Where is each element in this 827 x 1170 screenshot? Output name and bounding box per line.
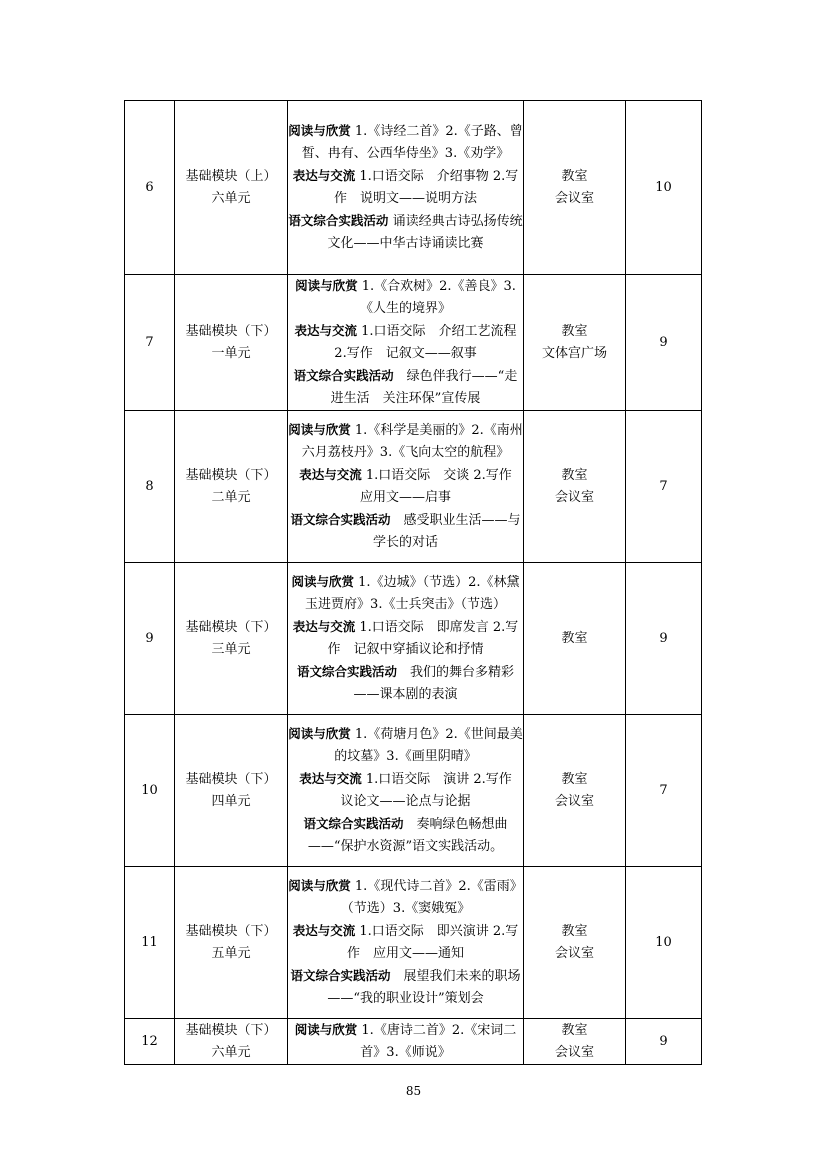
module-name: 基础模块（下） [185,323,277,339]
content-item-activity [288,509,523,554]
content-item-reading [288,723,523,768]
content-item-activity [288,210,523,255]
place-cell [524,411,626,563]
content-item-expression [288,768,523,813]
content-label: 表达与交流 [292,619,356,634]
table-row [125,715,702,867]
content-cell [288,867,524,1019]
content-label: 语文综合实践活动 [290,968,391,983]
content-text: 展望我们未来的职场——“我的职业设计”策划会 [327,969,521,1006]
content-label: 语文综合实践活动 [303,816,404,831]
place-name: 教室 [561,323,588,339]
content-text: 1.《科学是美丽的》2.《南州六月荔枝丹》3.《飞向太空的航程》 [301,423,523,460]
content-label: 阅读与欣赏 [288,878,351,893]
unit-name: 六单元 [211,190,251,206]
content-cell [288,715,524,867]
module-cell [175,1019,288,1065]
content-text: 1.《荷塘月色》2.《世间最美的坟墓》3.《画里阴晴》 [334,727,523,764]
place-cell [524,715,626,867]
unit-name: 六单元 [211,1044,251,1060]
content-item-expression [288,165,523,210]
place-cell [524,275,626,411]
content-label: 阅读与欣赏 [288,123,351,138]
content-label: 阅读与欣赏 [291,574,355,589]
content-text: 1.口语交际 交谈 2.写作 应用文——启事 [359,468,525,505]
unit-number: 7 [125,275,175,411]
content-text: 1.口语交际 演讲 2.写作 议论文——论点与论据 [340,772,525,809]
content-item-expression [288,920,523,965]
hours-cell: 9 [626,275,702,411]
content-item-reading [288,419,523,464]
content-label: 表达与交流 [299,771,362,786]
content-label: 表达与交流 [292,168,356,183]
content-cell [288,411,524,563]
unit-number: 11 [125,867,175,1019]
content-cell [288,275,524,411]
module-name: 基础模块（下） [185,1022,277,1038]
place-name: 会议室 [554,793,594,809]
hours-cell: 7 [626,715,702,867]
syllabus-table [124,100,702,1065]
content-label: 阅读与欣赏 [294,1022,358,1037]
module-cell [175,101,288,275]
content-label: 表达与交流 [299,467,362,482]
content-label: 表达与交流 [294,323,357,338]
place-cell [524,101,626,275]
content-item-reading [288,1019,523,1064]
unit-name: 四单元 [211,793,251,809]
table-row [125,275,702,411]
content-label: 阅读与欣赏 [288,726,351,741]
content-item-reading [288,875,523,920]
syllabus-table-body [125,101,702,1065]
place-name: 会议室 [554,945,594,961]
content-text: 1.口语交际 介绍事物 2.写作 说明文——说明方法 [333,169,519,206]
module-name: 基础模块（下） [185,619,277,635]
content-cell [288,1019,524,1065]
place-cell [524,563,626,715]
module-name: 基础模块（下） [185,467,277,483]
unit-name: 三单元 [211,641,251,657]
content-label: 语文综合实践活动 [288,213,389,228]
place-name: 教室 [561,1022,588,1038]
place-name: 教室 [561,467,588,483]
table-row [125,867,702,1019]
hours-cell: 7 [626,411,702,563]
content-text: 1.《边城》（节选）2.《林黛玉进贾府》3.《士兵突击》（节选） [305,575,520,612]
place-name: 教室 [561,168,588,184]
content-label: 语文综合实践活动 [290,512,391,527]
content-text: 1.口语交际 介绍工艺流程 2.写作 记叙文——叙事 [334,324,517,361]
content-text: 1.《现代诗二首》2.《雷雨》（节选）3.《窦娥冤》 [340,879,523,916]
content-text: 1.口语交际 即席发言 2.写作 记叙中穿插议论和抒情 [327,620,519,657]
content-item-reading [288,120,523,165]
unit-name: 二单元 [211,489,251,505]
content-text: 1.《合欢树》2.《善良》3.《人生的境界》 [357,279,516,316]
place-name: 会议室 [554,489,594,505]
content-item-activity [288,813,523,858]
unit-number: 6 [125,101,175,275]
module-cell [175,867,288,1019]
unit-name: 一单元 [211,345,251,361]
unit-number: 8 [125,411,175,563]
content-text: 奏响绿色畅想曲——“保护水资源”语文实践活动。 [307,817,508,854]
module-name: 基础模块（下） [185,923,277,939]
content-cell [288,101,524,275]
place-name: 教室 [561,630,588,646]
hours-cell: 9 [626,1019,702,1065]
hours-cell: 10 [626,867,702,1019]
page-number: 85 [405,1084,422,1098]
unit-number: 12 [125,1019,175,1065]
module-name: 基础模块（下） [185,771,277,787]
place-cell [524,1019,626,1065]
table-row [125,101,702,275]
content-item-activity [288,661,523,706]
content-item-expression [288,616,523,661]
module-name: 基础模块（上） [185,168,277,184]
content-text: 我们的舞台多精彩——课本剧的表演 [353,665,515,702]
module-cell [175,563,288,715]
content-label: 表达与交流 [292,923,356,938]
content-text: 1.《诗经二首》2.《子路、曾皙、冉有、公西华侍坐》3.《劝学》 [301,124,523,161]
module-cell [175,275,288,411]
table-row [125,1019,702,1065]
place-name: 文体宫广场 [541,345,607,361]
module-cell [175,411,288,563]
unit-number: 10 [125,715,175,867]
content-item-expression [288,320,523,365]
table-row [125,563,702,715]
place-name: 教室 [561,923,588,939]
place-name: 会议室 [554,1044,594,1060]
place-name: 会议室 [554,190,594,206]
unit-number: 9 [125,563,175,715]
content-item-activity [288,965,523,1010]
content-cell [288,563,524,715]
content-text: 诵读经典古诗弘扬传统文化——中华古诗诵读比赛 [327,214,523,251]
content-item-activity [288,365,523,410]
content-label: 语文综合实践活动 [296,664,397,679]
content-label: 阅读与欣赏 [295,278,358,293]
hours-cell: 10 [626,101,702,275]
unit-name: 五单元 [211,945,251,961]
place-name: 教室 [561,771,588,787]
content-label: 阅读与欣赏 [288,422,351,437]
place-cell [524,867,626,1019]
content-text: 1.口语交际 即兴演讲 2.写作 应用文——通知 [346,924,519,961]
content-item-reading [288,275,523,320]
table-row [125,411,702,563]
content-item-reading [288,571,523,616]
module-cell [175,715,288,867]
hours-cell: 9 [626,563,702,715]
content-text: 感受职业生活——与学长的对话 [372,513,521,550]
content-text: 绿色伴我行——“走进生活 关注环保”宣传展 [330,369,518,406]
content-label: 语文综合实践活动 [293,368,394,383]
content-item-expression [288,464,523,509]
content-text: 1.《唐诗二首》2.《宋词二首》3.《师说》 [357,1023,517,1060]
